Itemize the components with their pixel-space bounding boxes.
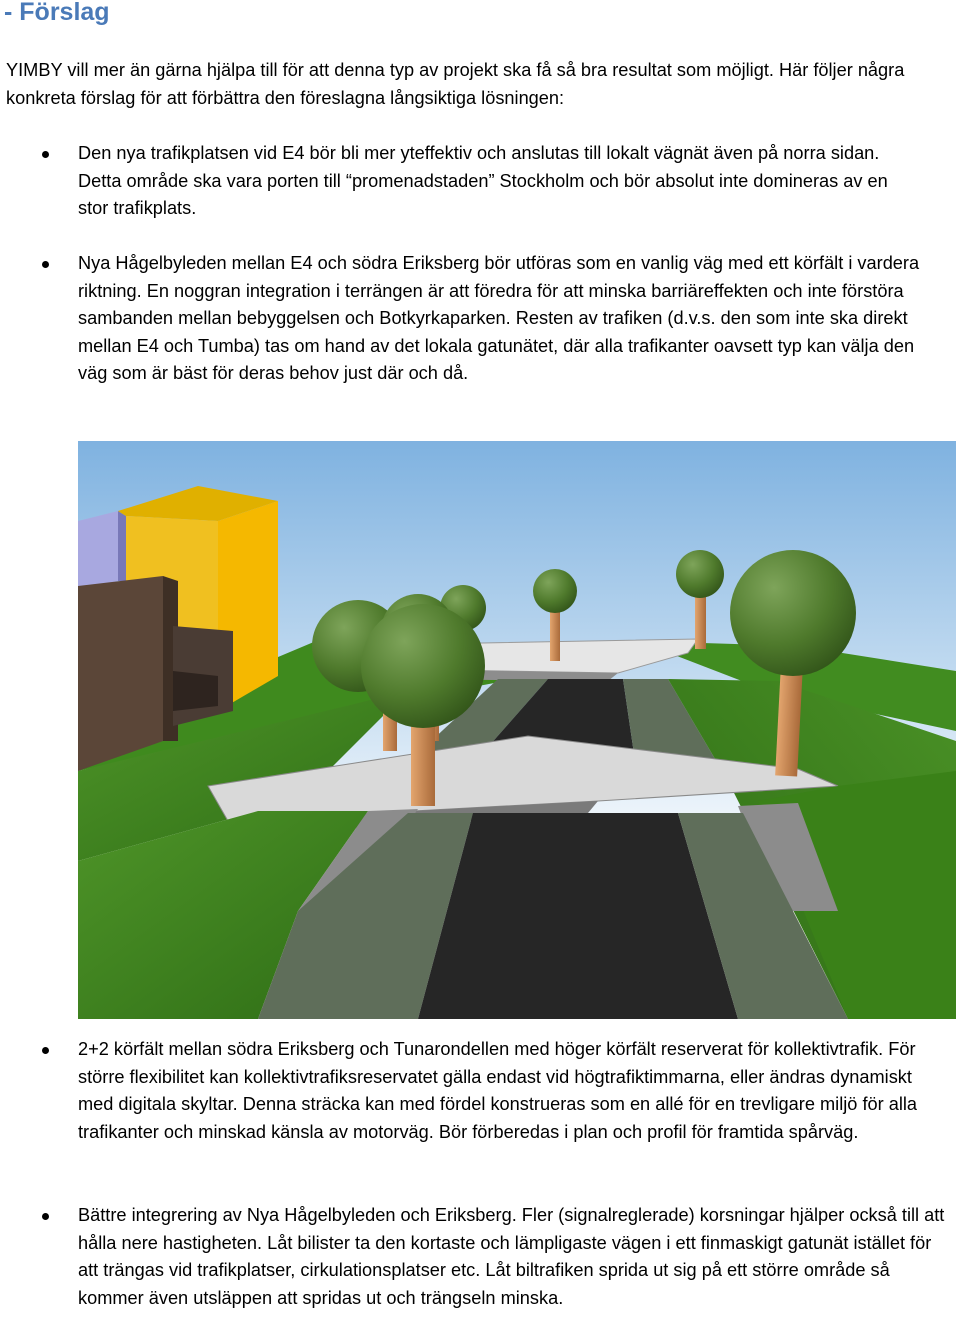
list-item-text: Bättre integrering av Nya Hågelbyleden och Eriksberg. Fler (signalreglerade) korsningar hjälper också till att hålla nere hastigheten. Låt bilister ta den kortaste och lämpligaste vägen i ett finmaskigt gatunät istället för att trängas vid trafikplatser, cirkulationsplatser etc. Låt biltrafiken sprida ut sig på ett större område så kommer även utsläppen att spridas ut och trängseln minska.	[78, 1205, 945, 1308]
building-brown	[78, 576, 163, 771]
list-item	[78, 250, 938, 388]
list-item	[78, 140, 898, 223]
list-item	[78, 1202, 948, 1312]
building-windowstrip	[173, 671, 218, 711]
section-heading: - Förslag	[4, 0, 110, 26]
street-rendering-illustration	[78, 441, 956, 1019]
building-purple-side	[118, 511, 126, 581]
bullet-icon	[42, 1047, 49, 1054]
building-purple	[78, 511, 118, 591]
intro-paragraph: YIMBY vill mer än gärna hjälpa till för att denna typ av projekt ska få så bra resultat som möjligt. Här följer några konkreta förslag för att förbättra den föreslagna långsiktiga lösningen:	[6, 60, 905, 108]
list-item	[78, 1036, 948, 1146]
bullet-icon	[42, 261, 49, 268]
list-item-text: Den nya trafikplatsen vid E4 bör bli mer yteffektiv och anslutas till lokalt vägnät även på norra sidan. Detta område ska vara porten till “promenadstaden” Stockholm och bör absolut inte domineras av en stor trafikplats.	[78, 143, 888, 219]
bullet-icon	[42, 151, 49, 158]
list-item-text: Nya Hågelbyleden mellan E4 och södra Eriksberg bör utföras som en vanlig väg med ett körfält i vardera riktning. En noggran integration i terrängen är att föredra för att minska barriäreffekten och inte förstöra sambanden mellan bebyggelsen och Botkyrkaparken. Resten av trafiken (d.v.s. den som inte ska direkt mellan E4 och Tumba) tas om hand av det lokala gatunätet, där alla trafikanter oavsett typ kan välja den väg som är bäst för deras behov just där och då.	[78, 253, 920, 384]
bullet-icon	[42, 1213, 49, 1220]
list-item-text: 2+2 körfält mellan södra Eriksberg och Tunarondellen med höger körfält reserverat för kollektivtrafik. För större flexibilitet kan kollektivtrafiksreservatet gälla endast vid högtrafiktimmarna, eller ändras dynamiskt med digitala skyltar. Denna sträcka kan med fördel konstrueras som en allé för en trevligare miljö för alla trafikanter och minskad känsla av motorväg. Bör förberedas i plan och profil för framtida spårväg.	[78, 1039, 918, 1142]
